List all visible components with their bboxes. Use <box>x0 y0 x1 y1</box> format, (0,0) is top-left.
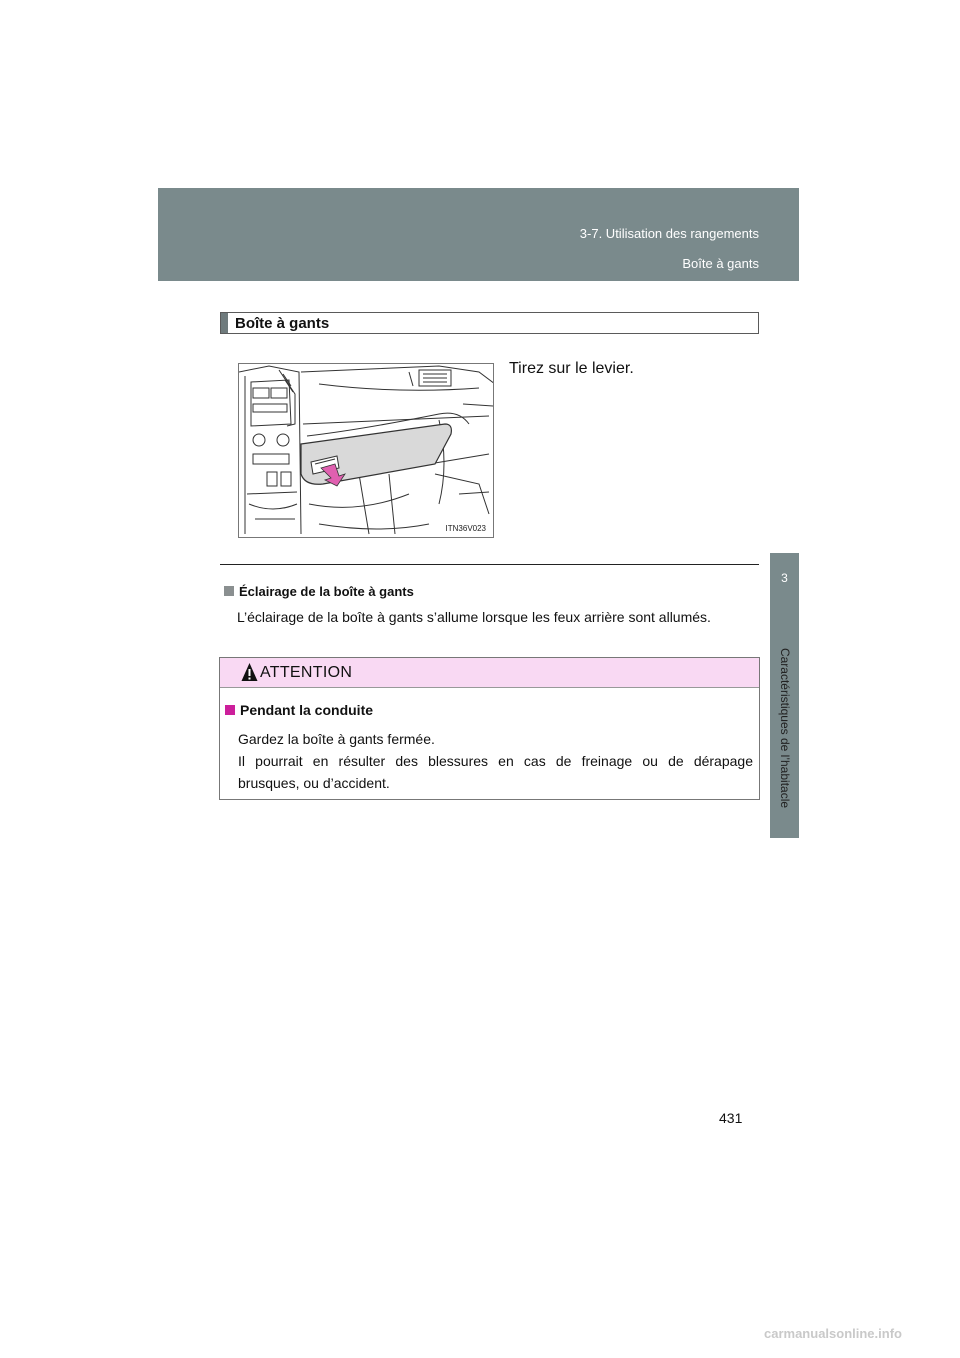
chapter-side-label-text: Caractéristiques de l’habitacle <box>778 647 792 809</box>
warning-heading <box>225 702 373 718</box>
note-heading-text: Éclairage de la boîte à gants <box>239 584 414 599</box>
bullet-square-icon <box>225 705 235 715</box>
glove-box-lid <box>301 424 451 484</box>
glove-box-drawing <box>239 364 494 538</box>
note-body: L’éclairage de la boîte à gants s’allume lorsque les feux arrière sont allumés. <box>237 609 711 625</box>
section-title: Boîte à gants <box>235 315 330 332</box>
warning-label: ATTENTION <box>260 664 353 681</box>
note-heading <box>224 584 414 599</box>
page-title: Boîte à gants <box>682 256 759 271</box>
glove-box-illustration <box>238 363 494 538</box>
warning-heading-text: Pendant la conduite <box>240 702 374 718</box>
warning-text <box>238 728 753 794</box>
bullet-square-icon <box>224 586 234 596</box>
header-band <box>158 188 799 281</box>
figure-code: ITN36V023 <box>445 524 486 533</box>
watermark: carmanualsonline.info <box>764 1326 902 1341</box>
warning-box <box>219 657 760 800</box>
warning-triangle-icon <box>241 662 258 682</box>
section-divider <box>220 564 759 565</box>
section-heading-box <box>220 312 759 334</box>
warning-line-2: Il pourrait en résulter des blessures en cas de freinage ou de dérapage <box>238 753 753 769</box>
page-number: 431 <box>719 1110 743 1126</box>
warning-line-1: Gardez la boîte à gants fermée. <box>238 731 435 747</box>
chapter-side-label <box>774 630 796 826</box>
warning-header <box>220 658 759 688</box>
chapter-number: 3 <box>781 571 788 585</box>
instruction-text: Tirez sur le levier. <box>509 360 634 377</box>
chapter-title: 3-7. Utilisation des rangements <box>579 226 759 241</box>
warning-line-3: brusques, ou d’accident. <box>238 775 390 791</box>
